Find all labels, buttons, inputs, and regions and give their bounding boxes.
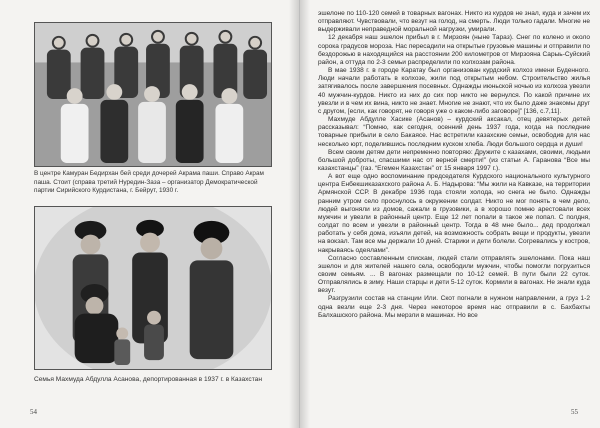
right-page (300, 0, 600, 428)
paragraph: Согласно составленным спискам, людей стали отправлять эшелонами. Пока наш эшелон и для жителей нашего села, освободили мужчин, чтобы помогли погрузиться своим семьям. ... В вагонах размещали по 10-12 семей. В пути были 22 суток. Отправлялись в зиму. Наши старцы и дети 5-12 суток. Кормили в вагонах. Не знали куда везут. (318, 254, 590, 295)
left-page-number: 54 (30, 408, 37, 416)
paragraph: Разгрузили состав на станции Или. Скот погнали в нужном направлении, а груз 1-2 одна везли еще 2-3 дня. Через некоторое время нас отправили в с. Бахбахты Балхашского района. Мы мерзли в машинах. Но все (318, 295, 590, 319)
paragraph: А вот еще одно воспоминание председателя Курдского национального культурного центра Енбекшиказахского района А. Б. Надырова: “Мы жили на Кавказе, на территории Армянской ССР. В декабре 1936 года стояли холода, но снега не было. Однажды ранним утром село проснулось в окружении солдат. Никто не мог понять в чем дело, людей выгоняли из домов, сажали в грузовики, а в хорошо помню арестовали всех мужчин и увезли в районный центр. Еще 12 лет попали в такое же попал. С полдня, солдат по всем и увезли в районный центр. Тогда в 48 мне было... дед продолжал работать у себя дома, изъяли детей, на возможность собрать вещи и продукты, увезли на вокзал. Там все мы держали 10 дней. Старики и дети болели. Согревались у костров, накрываясь одеялами”. (318, 173, 590, 254)
paragraph: Махмуде Абдулле Хасике (Асанов) – курдский аксакал, отец девятерых детей рассказывал: “Помню, как сегодня, осенний день 1937 года, когда на последние товарные прибыли в село Бакаясе. Нас встретили казахские семьи, освободив для нас несколько юрт, поделившись последним куском хлеба. Люди большого сердца и души! (318, 116, 590, 148)
paragraph: В мае 1938 г. в городе Каратау был организован курдский колхоз имени Буденного. Люди начали работать в колхозе, жили под открытым небом. Строительство жилья затягивалось после завершения посевных. Однажды июньской ночью из колхоза увезли 40 мужчин-курдов. Никто из них до сих пор никто не вернулся. По какой причине их увезли и в чем их вина, никто не знает. Многие не знают, что их было даже знакомы друг с другом, [если, как говорят, не говоря уже о каком-либо заговоре]” [136, с.7,11]. (318, 67, 590, 115)
paragraph: Всем своим детям дети непременно повторяю: Дружите с казахами, своими, людьми большой доброты, спасшими нас от верной смерти!” (из статьи А. Гаранова “Все мы казахстанцы” (газ. “Егемен Казахстан” от 15 января 1997 г.). (318, 148, 590, 172)
photo2-caption: Семья Махмуда Абдулла Асанова, депортированная в 1937 г. в Казахстан (34, 376, 262, 383)
gutter-shadow (289, 0, 299, 428)
family-photo (34, 206, 272, 370)
paragraph: эшелоне по 110-120 семей в товарных вагонах. Никто из курдов не знал, куда и зачем их отправляют. Чувствовали, что везут на голод, на смерть. Люди только гадали. Многие не выдерживали неправедной моральной нагрузки, умирали. (318, 10, 590, 34)
group-photo (34, 22, 272, 167)
right-page-number: 55 (571, 408, 578, 416)
body-text (318, 10, 590, 320)
gutter-shadow (300, 0, 310, 428)
paragraph: 12 декабря наш эшелон прибыл в г. Мирзоян (ныне Тараз). Снег по колено и около сорока градусов мороза. Нас пересадили на открытые грузовые машины и отправили по бездорожью в находящийся на расстоянии 200 километров от Мирзояна Сарыь-Суйский район, а оттуда по 2-3 семьи распределили по колхозам района. (318, 34, 590, 66)
family-photo-figures (35, 207, 271, 369)
photo1-caption: В центре Камуран Бедирхан бей среди дочерей Акрама паши. Справо Акрам паша. Стоит (справа третий Нуредин-Заза – организатор Демократической партии Сирийского Курдистана, г. Бейрут, 1930 г. (34, 170, 264, 195)
group-photo-figures (35, 23, 271, 166)
